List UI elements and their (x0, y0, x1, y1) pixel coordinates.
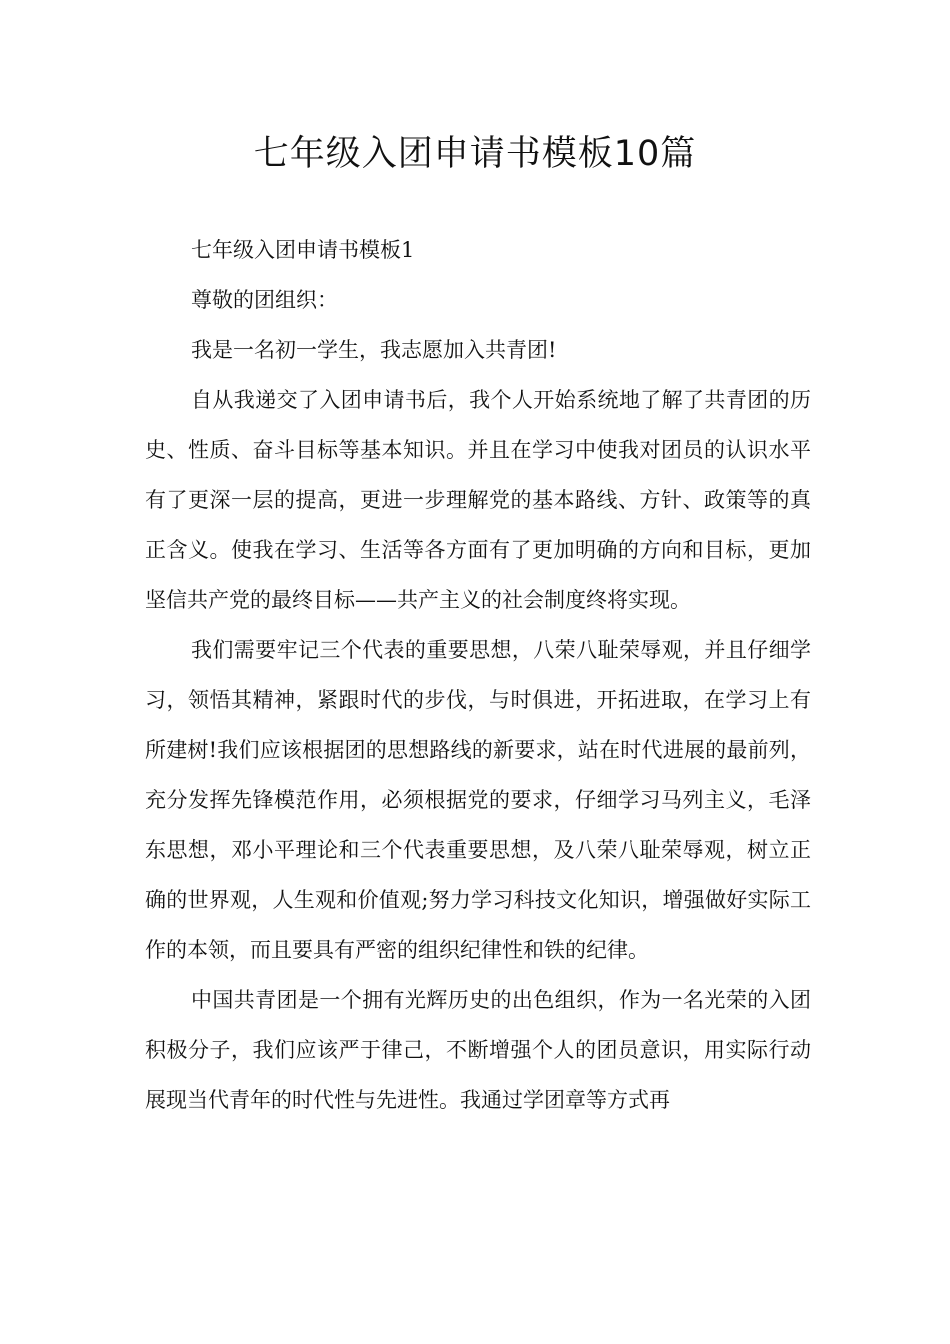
paragraph: 我们需要牢记三个代表的重要思想，八荣八耻荣辱观，并且仔细学习，领悟其精神，紧跟时代的步伐，与时俱进，开拓进取，在学习上有所建树!我们应该根据团的思想路线的新要求，站在时代进展的最前列，充分发挥先锋模范作用，必须根据党的要求，仔细学习马列主义，毛泽东思想，邓小平理论和三个代表重要思想，及八荣八耻荣辱观，树立正确的世界观，人生观和价值观;努力学习科技文化知识，增强做好实际工作的本领，而且要具有严密的组织纪律性和铁的纪律。 (145, 638, 811, 962)
salutation: 尊敬的团组织： (191, 288, 338, 312)
paragraph: 中国共青团是一个拥有光辉历史的出色组织，作为一名光荣的入团积极分子，我们应该严于律己，不断增强个人的团员意识，用实际行动展现当代青年的时代性与先进性。我通过学团章等方式再 (145, 988, 811, 1112)
document-title: 七年级入团申请书模板10篇 (253, 134, 697, 174)
paragraph: 自从我递交了入团申请书后，我个人开始系统地了解了共青团的历史、性质、奋斗目标等基本知识。并且在学习中使我对团员的认识水平有了更深一层的提高，更进一步理解党的基本路线、方针、政策等的真正含义。使我在学习、生活等各方面有了更加明确的方向和目标，更加坚信共产党的最终目标——共产主义的社会制度终将实现。 (145, 388, 811, 612)
document-body (145, 225, 811, 1125)
paragraph: 我是一名初一学生，我志愿加入共青团! (191, 338, 557, 362)
section-heading: 七年级入团申请书模板1 (191, 238, 415, 262)
